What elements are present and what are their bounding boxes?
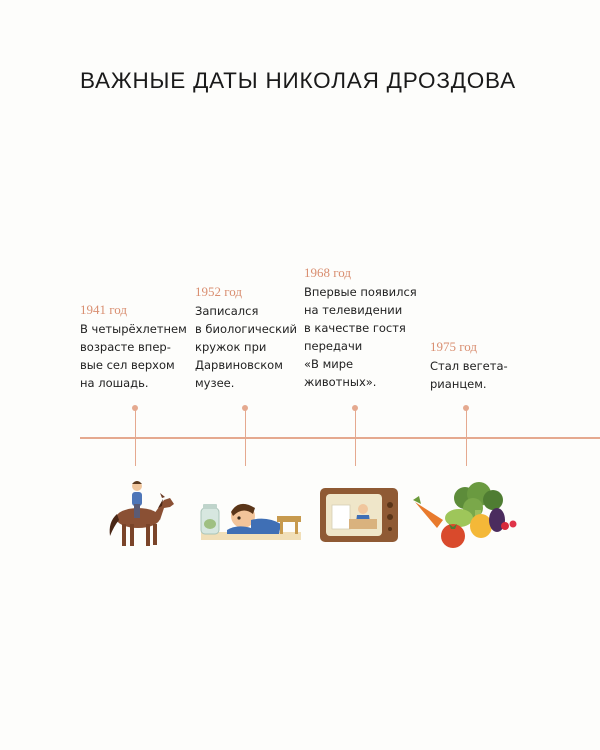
timeline-event-1975 — [430, 338, 508, 393]
timeline-tick-1968 — [355, 408, 357, 466]
timeline-tick-1941 — [135, 408, 137, 466]
event-year: 1968 год — [304, 265, 351, 280]
timeline-tick-1952 — [245, 408, 247, 466]
timeline-event-1952 — [195, 283, 297, 392]
event-text: Впервые появился на телевидении в качестве гостя передачи «В мире животных». — [304, 285, 417, 389]
boy-with-jar-illustration — [197, 490, 305, 548]
television-illustration — [319, 487, 399, 545]
timeline-event-1941 — [80, 301, 187, 392]
timeline-event-1968 — [304, 264, 417, 391]
event-text: В четырёхлетнем возрасте впер- вые сел верхом на лошадь. — [80, 322, 187, 390]
timeline-axis — [80, 437, 600, 439]
boy-on-horse-illustration — [100, 478, 180, 550]
event-year: 1941 год — [80, 302, 127, 317]
page-title: ВАЖНЫЕ ДАТЫ НИКОЛАЯ ДРОЗДОВА — [80, 68, 516, 93]
event-year: 1952 год — [195, 284, 242, 299]
event-year: 1975 год — [430, 339, 477, 354]
timeline-tick-1975 — [466, 408, 468, 466]
event-text: Стал вегета- рианцем. — [430, 359, 508, 391]
event-text: Записался в биологический кружок при Дарвиновском музее. — [195, 304, 298, 390]
vegetables-illustration — [413, 480, 523, 552]
